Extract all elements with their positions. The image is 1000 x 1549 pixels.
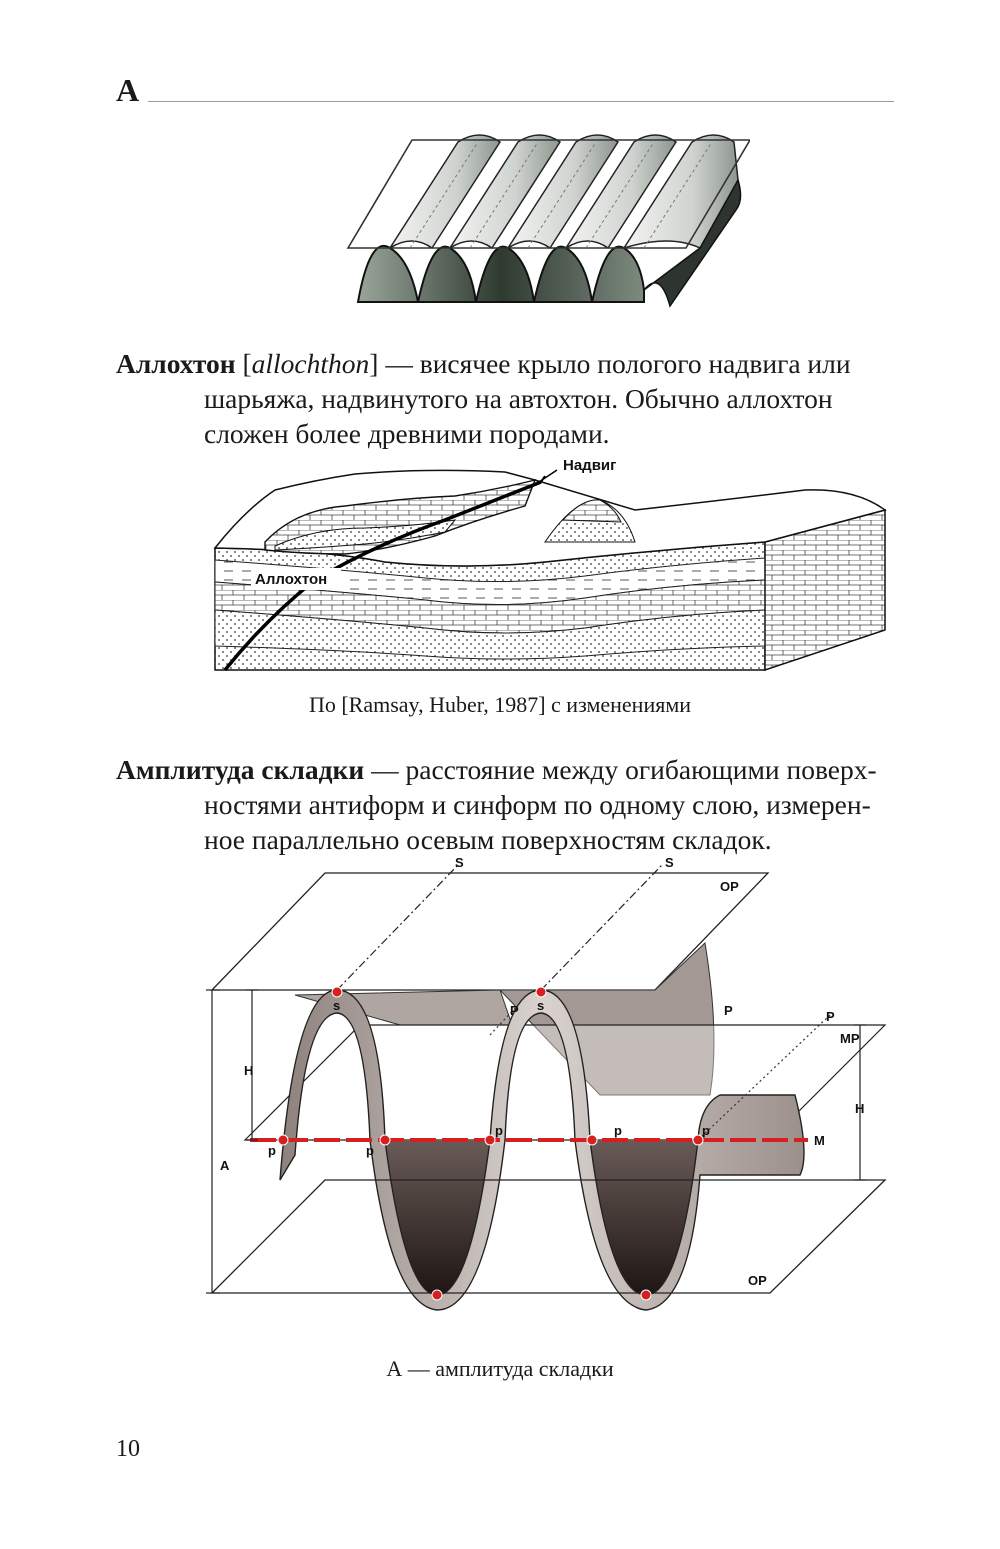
envelope-plane-label: OP	[720, 879, 739, 894]
allochthon-label: Аллохтон	[255, 571, 328, 588]
inflection-point-label: p	[614, 1123, 622, 1138]
glossary-entry-fold-amplitude	[116, 752, 896, 857]
inflection-point-label: p	[702, 1123, 710, 1138]
definition-text: ностями антиформ и синформ по одному слою, измерен-	[204, 789, 871, 820]
fold-amplitude-diagram	[200, 855, 890, 1355]
latin-bracket-close: ]	[369, 348, 379, 379]
inflection-point-label: p	[268, 1143, 276, 1158]
inflection-point-label: p	[495, 1123, 503, 1138]
section-divider	[148, 101, 894, 102]
latin-term: allochthon	[251, 348, 370, 379]
inflection-trace-label: P	[510, 1003, 519, 1018]
thrust-label: Надвиг	[563, 457, 617, 474]
figure-caption: По [Ramsay, Huber, 1987] с изменениями	[308, 692, 692, 717]
axial-trace-label: S	[455, 855, 464, 870]
page-number: 10	[116, 1436, 140, 1462]
envelope-plane-label: OP	[748, 1273, 767, 1288]
section-letter: А	[116, 72, 140, 108]
amplitude-label: A	[220, 1158, 230, 1173]
entry-term: Аллохтон	[116, 348, 236, 379]
height-label: H	[244, 1063, 254, 1078]
inflection-point-label: p	[366, 1143, 374, 1158]
axial-trace-label: S	[665, 855, 674, 870]
definition-text: — расстояние между огибающими поверх-	[364, 754, 877, 785]
figure-caption: А — амплитуда складки	[386, 1356, 614, 1381]
inflection-trace-label: P	[826, 1009, 835, 1024]
median-plane-label: MP	[840, 1031, 860, 1046]
median-line-label: M	[814, 1133, 825, 1148]
crest-label: s	[537, 998, 545, 1013]
definition-text: шарьяжа, надвинутого на автохтон. Обычно аллохтон	[204, 383, 833, 414]
crest-label: s	[333, 998, 341, 1013]
height-label: H	[855, 1101, 865, 1116]
inflection-trace-label: P	[724, 1003, 733, 1018]
fold-train-illustration	[340, 130, 750, 310]
definition-text: сложен более древними породами.	[204, 418, 610, 449]
definition-text: ное параллельно осевым поверхностям складок.	[204, 824, 772, 855]
entry-term: Амплитуда складки	[116, 754, 365, 785]
definition-text: — висячее крыло пологого надвига или	[378, 348, 851, 379]
allochthon-block-diagram	[205, 450, 895, 680]
glossary-entry-allochthon	[116, 346, 896, 451]
latin-bracket-open: [	[235, 348, 252, 379]
